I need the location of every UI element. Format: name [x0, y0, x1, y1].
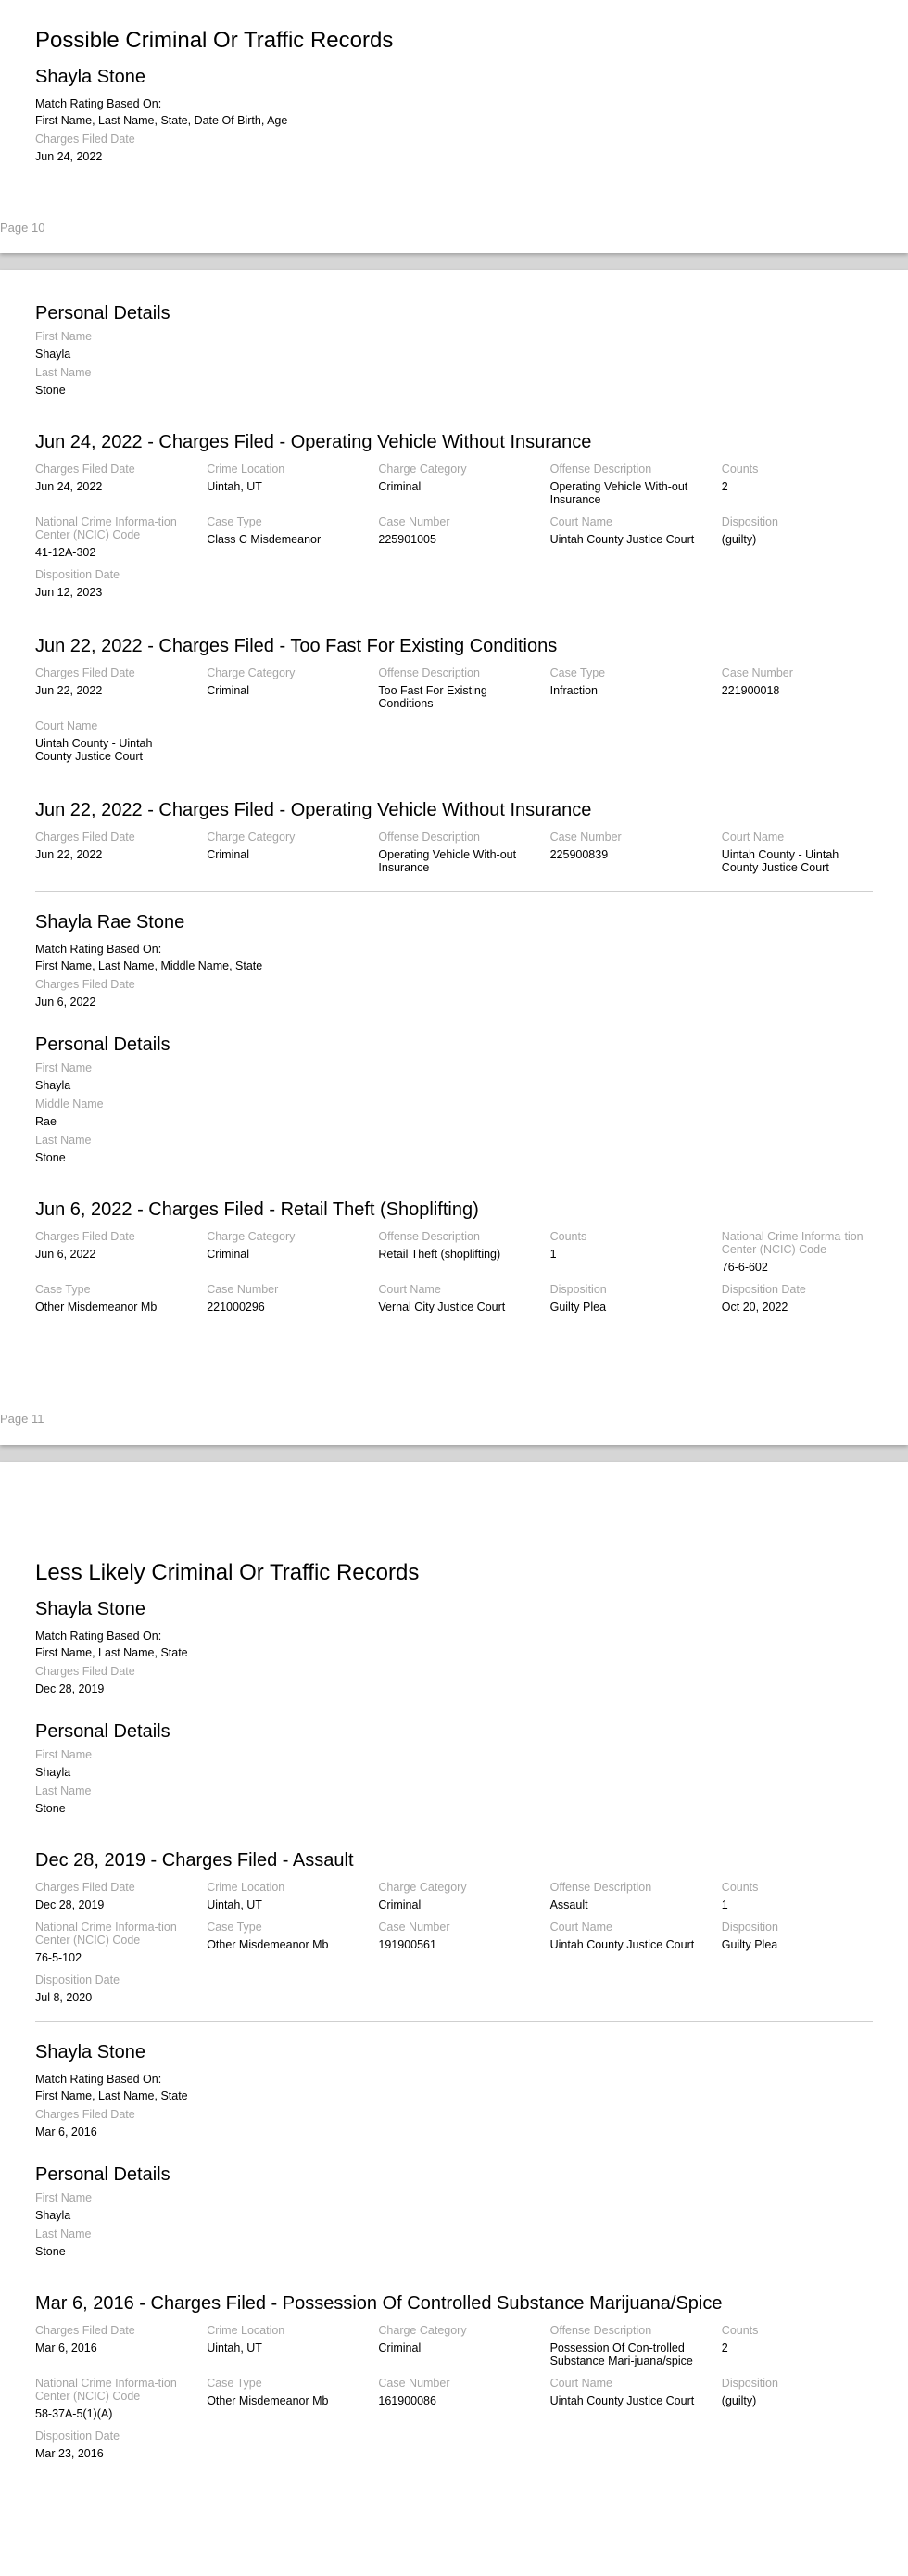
record-divider: [35, 891, 873, 892]
disposition-date-cell: [35, 2430, 186, 2460]
field-value: Other Misdemeanor Mb: [207, 2394, 329, 2407]
field-value: Stone: [35, 1151, 66, 1164]
personal-details-title: Personal Details: [35, 303, 170, 324]
field-label: Disposition: [721, 515, 778, 528]
field-value: 225900839: [549, 848, 609, 861]
match-rating-value: First Name, Last Name, State, Date Of Birth, Age: [35, 114, 288, 127]
field-value: 58-37A-5(1)(A): [35, 2407, 113, 2420]
first-name-field: [35, 1061, 873, 1092]
page-number: Page 10: [0, 221, 45, 235]
case-type-cell: [207, 1921, 358, 1964]
field-value: Criminal: [378, 2341, 422, 2354]
field-value: Jul 8, 2020: [35, 1991, 93, 2004]
field-value: Guilty Plea: [721, 1938, 778, 1951]
field-value: Jun 22, 2022: [35, 848, 103, 861]
charge-category-cell: [378, 463, 529, 506]
field-value: Retail Theft (shoplifting): [378, 1248, 501, 1261]
ncic-cell: [35, 2377, 186, 2420]
field-label: Charge Category: [207, 666, 296, 679]
less-likely-records-section: [35, 1560, 873, 2460]
page-number: Page 11: [0, 1412, 44, 1426]
last-name-field: [35, 2227, 873, 2258]
field-label: First Name: [35, 1061, 93, 1074]
section-title: Less Likely Criminal Or Traffic Records: [35, 1560, 420, 1585]
field-value: Possession Of Con-trolled Substance Mari-juana/spice: [549, 2341, 693, 2367]
case-type-cell: [207, 515, 358, 559]
offense-details-grid: [35, 1230, 873, 1313]
field-label: Charges Filed Date: [35, 831, 135, 844]
field-value: Uintah County - Uintah County Justice Court: [721, 848, 839, 874]
field-value: Criminal: [207, 1248, 250, 1261]
case-number-cell: [722, 666, 873, 710]
field-label: Middle Name: [35, 1098, 104, 1110]
field-value: Criminal: [378, 480, 422, 493]
case-type-cell: [35, 1283, 186, 1313]
field-value: 225901005: [378, 533, 436, 546]
offense-heading: Jun 22, 2022 - Charges Filed - Operating Vehicle Without Insurance: [35, 800, 592, 820]
match-rating-label: Match Rating Based On:: [35, 943, 162, 956]
field-value: Mar 6, 2016: [35, 2341, 97, 2354]
charges-filed-date-cell: [35, 1881, 186, 1911]
field-value: Other Misdemeanor Mb: [207, 1938, 329, 1951]
person-name: Shayla Rae Stone: [35, 912, 185, 933]
field-label: Last Name: [35, 366, 92, 379]
offense-description-cell: [378, 666, 529, 710]
field-label: Charge Category: [378, 2324, 467, 2337]
court-name-cell: [550, 2377, 701, 2420]
charges-filed-date-cell: [35, 831, 186, 874]
possible-records-section: [35, 28, 873, 163]
page-12: [0, 1462, 908, 2576]
field-value: Uintah County - Uintah County Justice Court: [35, 737, 153, 763]
field-label: Charges Filed Date: [35, 2108, 135, 2121]
offense-details-grid: [35, 2324, 873, 2460]
charges-filed-date-cell: [35, 2324, 186, 2367]
case-number-cell: [378, 2377, 529, 2420]
disposition-cell: [722, 515, 873, 559]
field-value: Mar 6, 2016: [35, 2126, 97, 2138]
field-value: Assault: [549, 1898, 588, 1911]
disposition-cell: [722, 2377, 873, 2420]
field-label: Offense Description: [378, 666, 480, 679]
field-label: Case Type: [35, 1283, 91, 1296]
field-value: Shayla: [35, 1079, 71, 1092]
field-label: Charge Category: [378, 463, 467, 476]
court-name-cell: [35, 719, 186, 763]
field-label: Court Name: [549, 1921, 612, 1934]
field-label: Disposition Date: [35, 568, 120, 581]
last-name-field: [35, 366, 873, 397]
court-name-cell: [550, 515, 701, 559]
match-rating-value: First Name, Last Name, State: [35, 1646, 188, 1659]
offense-heading: Jun 6, 2022 - Charges Filed - Retail Theft (Shoplifting): [35, 1199, 479, 1220]
offense-description-cell: [378, 831, 529, 874]
field-label: Offense Description: [549, 2324, 652, 2337]
offense-heading: Jun 24, 2022 - Charges Filed - Operating Vehicle Without Insurance: [35, 432, 592, 452]
field-label: Crime Location: [207, 1881, 285, 1894]
field-value: 76-6-602: [721, 1261, 768, 1274]
field-label: Disposition Date: [721, 1283, 806, 1296]
offense-details-grid: [35, 666, 873, 763]
field-label: Last Name: [35, 1784, 92, 1797]
disposition-cell: [722, 1921, 873, 1964]
offense-description-cell: [550, 463, 701, 506]
crime-location-cell: [207, 1881, 358, 1911]
field-value: Guilty Plea: [549, 1301, 607, 1313]
offense-details-grid: [35, 1881, 873, 2004]
counts-cell: [722, 463, 873, 506]
field-label: Case Type: [207, 515, 262, 528]
field-value: Jun 24, 2022: [35, 150, 103, 163]
field-label: Offense Description: [378, 831, 480, 844]
court-name-cell: [550, 1921, 701, 1964]
field-label: Court Name: [549, 2377, 612, 2390]
charges-filed-date-cell: [35, 666, 186, 710]
charges-filed-field: [35, 2108, 873, 2138]
page-11: [0, 270, 908, 1445]
field-value: Jun 6, 2022: [35, 1248, 96, 1261]
disposition-cell: [550, 1283, 701, 1313]
case-number-cell: [378, 515, 529, 559]
field-value: 41-12A-302: [35, 546, 96, 559]
field-label: Disposition: [721, 2377, 778, 2390]
ncic-cell: [35, 515, 186, 559]
field-value: Uintah County Justice Court: [549, 1938, 695, 1951]
field-label: Charges Filed Date: [35, 1881, 135, 1894]
field-value: Dec 28, 2019: [35, 1682, 105, 1695]
field-label: National Crime Informa-tion Center (NCIC) Code: [721, 1230, 864, 1256]
field-label: Charges Filed Date: [35, 1230, 135, 1243]
field-label: Last Name: [35, 2227, 92, 2240]
field-label: Case Type: [207, 1921, 262, 1934]
ncic-cell: [722, 1230, 873, 1274]
middle-name-field: [35, 1098, 873, 1128]
section-title: Possible Criminal Or Traffic Records: [35, 28, 394, 53]
page-10: [0, 0, 908, 253]
last-name-field: [35, 1784, 873, 1815]
case-type-cell: [207, 2377, 358, 2420]
field-label: First Name: [35, 1748, 93, 1761]
offense-description-cell: [550, 2324, 701, 2367]
offense-details-grid: [35, 831, 873, 874]
field-value: Stone: [35, 384, 66, 397]
field-label: Case Number: [378, 515, 450, 528]
field-label: Crime Location: [207, 463, 285, 476]
field-value: Criminal: [207, 848, 250, 861]
field-label: Counts: [721, 1881, 759, 1894]
match-rating-value: First Name, Last Name, State: [35, 2089, 188, 2102]
field-value: Stone: [35, 1802, 66, 1815]
field-label: Crime Location: [207, 2324, 285, 2337]
field-label: Court Name: [721, 831, 785, 844]
field-label: Offense Description: [549, 463, 652, 476]
field-value: Criminal: [378, 1898, 422, 1911]
charges-filed-field: [35, 133, 873, 163]
field-value: Criminal: [207, 684, 250, 697]
field-value: Jun 24, 2022: [35, 480, 103, 493]
offense-heading: Dec 28, 2019 - Charges Filed - Assault: [35, 1850, 354, 1871]
field-value: Class C Misdemeanor: [207, 533, 322, 546]
record-divider: [35, 2021, 873, 2022]
counts-cell: [550, 1230, 701, 1274]
field-label: Court Name: [35, 719, 98, 732]
field-value: Too Fast For Existing Conditions: [378, 684, 487, 710]
charge-category-cell: [207, 831, 358, 874]
match-rating-label: Match Rating Based On:: [35, 1630, 162, 1643]
field-value: 76-5-102: [35, 1951, 82, 1964]
field-label: National Crime Informa-tion Center (NCIC) Code: [35, 515, 177, 541]
charges-filed-date-cell: [35, 1230, 186, 1274]
field-value: 191900561: [378, 1938, 436, 1951]
personal-details-title: Personal Details: [35, 1034, 170, 1055]
field-value: Other Misdemeanor Mb: [35, 1301, 158, 1313]
field-value: Uintah, UT: [207, 480, 262, 493]
field-value: Shayla: [35, 348, 71, 361]
field-label: Case Number: [378, 2377, 450, 2390]
charge-category-cell: [207, 666, 358, 710]
field-value: 2: [721, 2341, 728, 2354]
field-value: 221000296: [207, 1301, 265, 1313]
offense-description-cell: [378, 1230, 529, 1274]
offense-heading: Jun 22, 2022 - Charges Filed - Too Fast For Existing Conditions: [35, 636, 558, 656]
field-label: Case Number: [549, 831, 622, 844]
field-label: Case Number: [721, 666, 793, 679]
case-number-cell: [207, 1283, 358, 1313]
field-label: Disposition Date: [35, 2430, 120, 2443]
person-name: Shayla Stone: [35, 67, 145, 87]
field-value: Operating Vehicle With-out Insurance: [549, 480, 688, 506]
field-label: Offense Description: [549, 1881, 652, 1894]
case-number-cell: [550, 831, 701, 874]
charges-filed-field: [35, 1665, 873, 1695]
field-value: Shayla: [35, 1766, 71, 1779]
disposition-date-cell: [35, 1973, 186, 2004]
field-label: Disposition: [549, 1283, 607, 1296]
field-value: Jun 12, 2023: [35, 586, 103, 599]
field-label: Court Name: [378, 1283, 441, 1296]
field-value: (guilty): [721, 533, 757, 546]
first-name-field: [35, 2191, 873, 2222]
disposition-date-cell: [35, 568, 186, 599]
field-value: Mar 23, 2016: [35, 2447, 104, 2460]
field-value: 2: [721, 480, 728, 493]
field-label: Case Number: [207, 1283, 279, 1296]
field-value: Rae: [35, 1115, 57, 1128]
field-value: 221900018: [721, 684, 780, 697]
crime-location-cell: [207, 463, 358, 506]
field-label: Charge Category: [207, 1230, 296, 1243]
field-value: Jun 22, 2022: [35, 684, 103, 697]
field-label: Charges Filed Date: [35, 666, 135, 679]
court-name-cell: [378, 1283, 529, 1313]
counts-cell: [722, 2324, 873, 2367]
field-value: Uintah County Justice Court: [549, 2394, 695, 2407]
disposition-date-cell: [722, 1283, 873, 1313]
field-value: Infraction: [549, 684, 599, 697]
field-label: Last Name: [35, 1134, 92, 1147]
field-label: Case Type: [207, 2377, 262, 2390]
field-value: Uintah, UT: [207, 1898, 262, 1911]
offense-details-grid: [35, 463, 873, 599]
field-label: Counts: [721, 463, 759, 476]
field-label: National Crime Informa-tion Center (NCIC) Code: [35, 1921, 177, 1947]
case-type-cell: [550, 666, 701, 710]
field-label: First Name: [35, 330, 93, 343]
counts-cell: [722, 1881, 873, 1911]
person-name: Shayla Stone: [35, 2042, 145, 2062]
field-value: Oct 20, 2022: [721, 1301, 788, 1313]
case-number-cell: [378, 1921, 529, 1964]
personal-details-title: Personal Details: [35, 1721, 170, 1742]
field-label: Charge Category: [207, 831, 296, 844]
crime-location-cell: [207, 2324, 358, 2367]
court-name-cell: [722, 831, 873, 874]
field-value: Vernal City Justice Court: [378, 1301, 506, 1313]
last-name-field: [35, 1134, 873, 1164]
charge-category-cell: [207, 1230, 358, 1274]
ncic-cell: [35, 1921, 186, 1964]
field-value: Operating Vehicle With-out Insurance: [378, 848, 517, 874]
charges-filed-field: [35, 978, 873, 1009]
field-label: Counts: [549, 1230, 587, 1243]
field-value: Stone: [35, 2245, 66, 2258]
offense-heading: Mar 6, 2016 - Charges Filed - Possession Of Controlled Substance Marijuana/Spice: [35, 2293, 723, 2314]
field-label: Charge Category: [378, 1881, 467, 1894]
first-name-field: [35, 330, 873, 361]
charges-filed-date-cell: [35, 463, 186, 506]
field-label: Charges Filed Date: [35, 463, 135, 476]
field-label: Counts: [721, 2324, 759, 2337]
offense-description-cell: [550, 1881, 701, 1911]
field-label: Case Number: [378, 1921, 450, 1934]
field-label: Charges Filed Date: [35, 1665, 135, 1678]
field-label: Charges Filed Date: [35, 978, 135, 991]
page-11-content: [35, 303, 873, 1313]
field-value: Uintah County Justice Court: [549, 533, 695, 546]
field-value: Uintah, UT: [207, 2341, 262, 2354]
field-value: 1: [721, 1898, 728, 1911]
person-name: Shayla Stone: [35, 1599, 145, 1619]
field-label: Offense Description: [378, 1230, 480, 1243]
match-rating-label: Match Rating Based On:: [35, 97, 162, 110]
field-label: Case Type: [549, 666, 606, 679]
field-label: Disposition Date: [35, 1973, 120, 1986]
first-name-field: [35, 1748, 873, 1779]
field-label: Court Name: [549, 515, 612, 528]
field-label: Charges Filed Date: [35, 133, 135, 146]
field-value: (guilty): [721, 2394, 757, 2407]
field-value: 1: [549, 1248, 557, 1261]
field-value: Dec 28, 2019: [35, 1898, 105, 1911]
charge-category-cell: [378, 1881, 529, 1911]
field-label: National Crime Informa-tion Center (NCIC) Code: [35, 2377, 177, 2403]
match-rating-label: Match Rating Based On:: [35, 2073, 162, 2086]
match-rating-value: First Name, Last Name, Middle Name, State: [35, 959, 263, 972]
personal-details-title: Personal Details: [35, 2164, 170, 2185]
field-value: Jun 6, 2022: [35, 996, 96, 1009]
field-label: Disposition: [721, 1921, 778, 1934]
field-value: 161900086: [378, 2394, 436, 2407]
charge-category-cell: [378, 2324, 529, 2367]
field-label: Charges Filed Date: [35, 2324, 135, 2337]
field-value: Shayla: [35, 2209, 71, 2222]
field-label: First Name: [35, 2191, 93, 2204]
